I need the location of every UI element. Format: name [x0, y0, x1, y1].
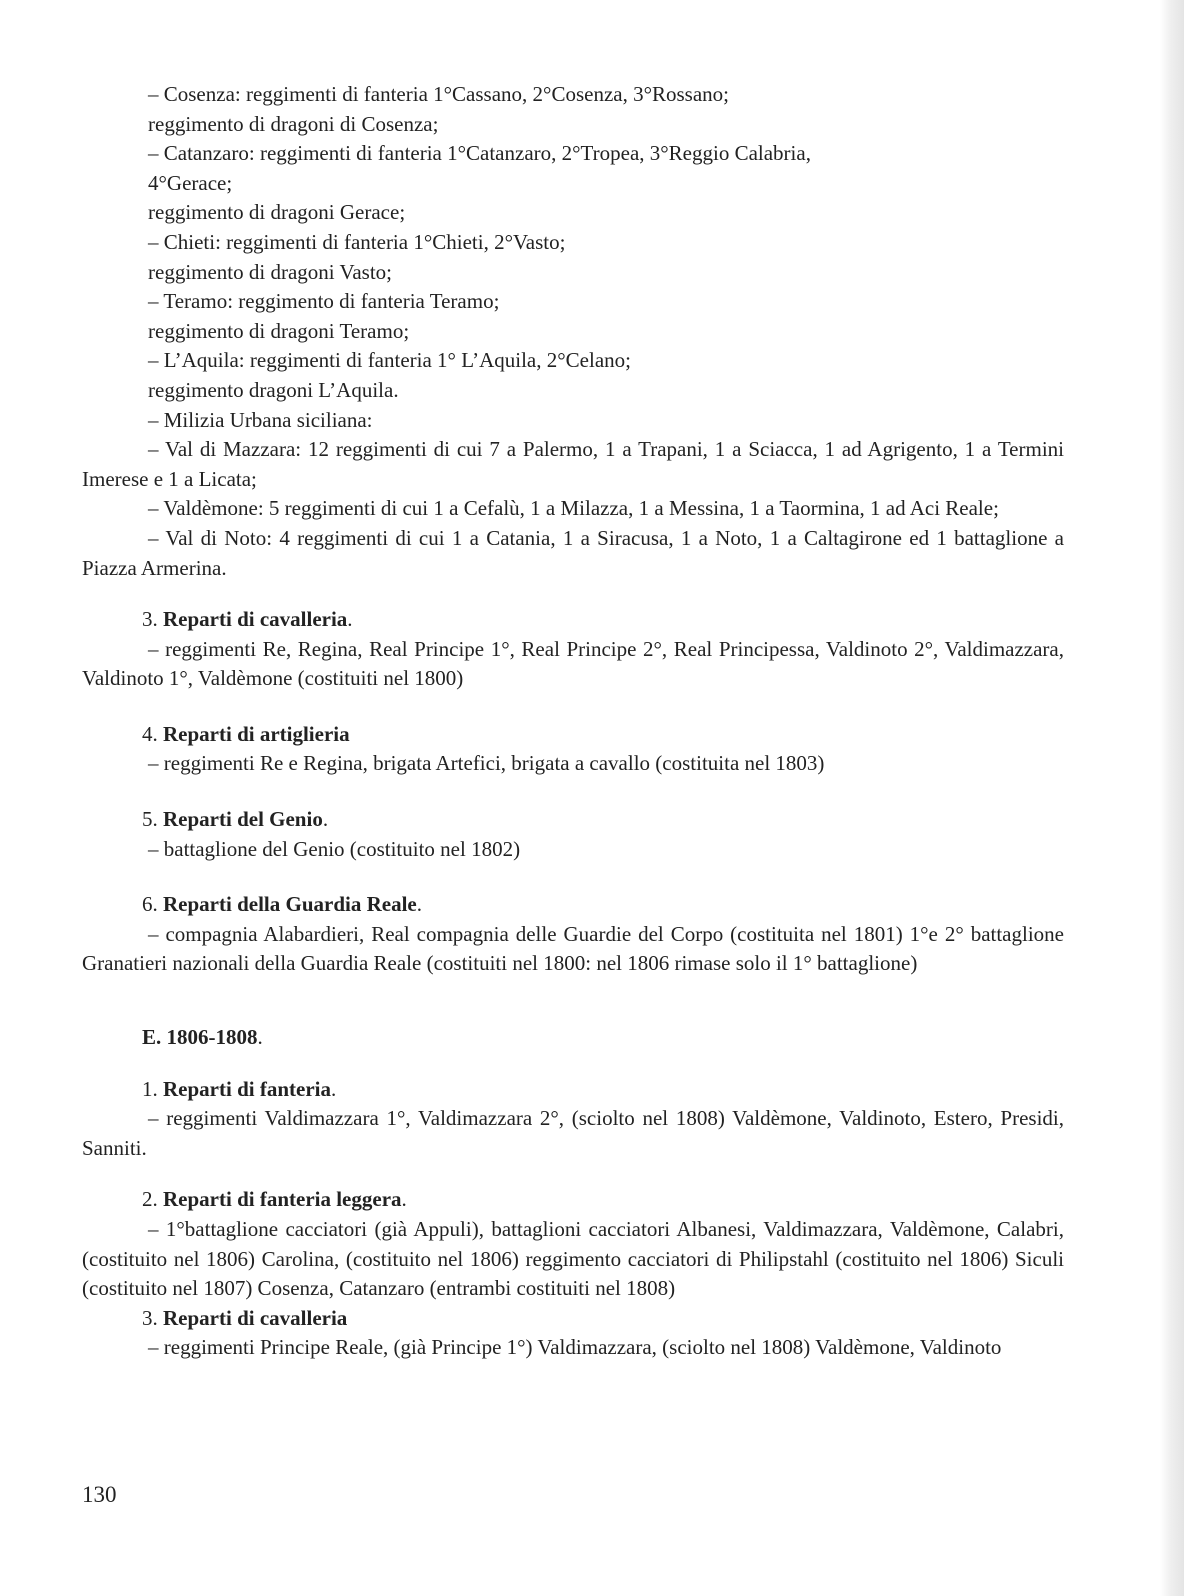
section-number: 5. — [142, 807, 163, 832]
section-number: 3. — [142, 1305, 163, 1330]
section-number: 4. — [142, 721, 163, 746]
section-number: 2. — [142, 1187, 163, 1212]
section-title: Reparti di fanteria — [163, 1076, 331, 1101]
section-title: Reparti della Guardia Reale — [163, 892, 417, 917]
section-body: – reggimenti Valdimazzara 1°, Valdimazzara 2°, (sciolto nel 1808) Valdèmone, Valdinoto, Estero, Presidi, Sanniti. — [82, 1106, 1064, 1160]
section-heading — [82, 1075, 1064, 1105]
section-heading — [82, 1185, 1064, 1215]
section-body: – reggimenti Re e Regina, brigata Artefici, brigata a cavallo (costituita nel 1803) — [148, 751, 825, 776]
section-heading — [82, 605, 1064, 635]
section-title: Reparti di cavalleria — [163, 607, 348, 632]
section-number: 1. — [142, 1076, 163, 1101]
period-title: 1806-1808 — [166, 1025, 258, 1050]
section-heading — [82, 805, 1064, 835]
sicily-paragraph: – Valdèmone: 5 reggimenti di cui 1 a Cefalù, 1 a Milazza, 1 a Messina, 1 a Taormina, 1 ad Aci Reale; — [148, 496, 999, 521]
section-heading — [82, 1304, 1064, 1334]
page-number: 130 — [82, 1482, 117, 1507]
text-line: – L’Aquila: reggimenti di fanteria 1° L’Aquila, 2°Celano; — [148, 348, 631, 373]
text-line: reggimento di dragoni Teramo; — [148, 318, 410, 343]
section-period: . — [401, 1187, 407, 1212]
section-body: – reggimenti Principe Reale, (già Principe 1°) Valdimazzara, (sciolto nel 1808) Valdèmone, Valdinoto — [148, 1335, 1002, 1360]
sicily-paragraph: – Val di Noto: 4 reggimenti di cui 1 a Catania, 1 a Siracusa, 1 a Noto, 1 a Caltagirone ed 1 battaglione a Piazza Armerina. — [82, 525, 1064, 580]
section-body: – compagnia Alabardieri, Real compagnia delle Guardie del Corpo (costituita nel 1801) 1°e 2° battaglione Granatieri nazionali della Guardia Reale (costituiti nel 1800: nel 1806 rimase solo il 1° battaglione) — [82, 921, 1064, 976]
section-period: . — [347, 607, 353, 632]
page-edge-shadow — [1160, 0, 1184, 1596]
period-heading — [82, 1023, 1064, 1053]
section-period: . — [322, 807, 329, 832]
text-line: reggimento di dragoni Vasto; — [148, 259, 392, 284]
section-title: Reparti di fanteria leggera — [163, 1187, 402, 1212]
section-body: – 1°battaglione cacciatori (già Appuli), battaglioni cacciatori Albanesi, Valdimazzara, Valdèmone, Calabri, (costituito nel 1806) Carolina, (costituito nel 1806) reggimento cacciatori di Philipstahl (costituito nel 1806) Siculi (costituito nel 1807) Cosenza, Catanzaro (entrambi costituiti nel 1808) — [82, 1217, 1064, 1301]
section-title: Reparti del Genio — [163, 807, 323, 832]
section-number: 3. — [142, 607, 163, 632]
text-line: – Cosenza: reggimenti di fanteria 1°Cassano, 2°Cosenza, 3°Rossano; — [148, 82, 729, 106]
section-heading — [82, 890, 1064, 920]
sicily-paragraph: – Val di Mazzara: 12 reggimenti di cui 7 a Palermo, 1 a Trapani, 1 a Sciacca, 1 ad Agrigento, 1 a Termini Imerese e 1 a Licata; — [82, 437, 1064, 491]
section-period: . — [416, 892, 422, 917]
section-body: – battaglione del Genio (costituito nel 1802) — [148, 836, 521, 861]
section-number: 6. — [142, 892, 163, 917]
document-page — [82, 80, 1064, 1363]
text-line: – Catanzaro: reggimenti di fanteria 1°Catanzaro, 2°Tropea, 3°Reggio Calabria, — [148, 141, 811, 166]
section-title: Reparti di artiglieria — [163, 721, 350, 746]
text-line: 4°Gerace; — [148, 170, 233, 195]
section-title: Reparti di cavalleria — [163, 1305, 348, 1330]
text-line: reggimento di dragoni Gerace; — [148, 200, 406, 225]
text-line: – Teramo: reggimento di fanteria Teramo; — [148, 289, 500, 314]
period-letter: E. — [142, 1025, 167, 1050]
text-line: reggimento dragoni L’Aquila. — [148, 377, 399, 402]
text-line: reggimento di dragoni di Cosenza; — [148, 111, 439, 136]
section-heading — [82, 720, 1064, 750]
section-period: . — [330, 1076, 337, 1101]
text-line: – Chieti: reggimenti di fanteria 1°Chieti, 2°Vasto; — [148, 229, 566, 254]
section-period: . — [257, 1025, 263, 1050]
text-line: – Milizia Urbana siciliana: — [148, 407, 373, 432]
section-body: – reggimenti Re, Regina, Real Principe 1°, Real Principe 2°, Real Principessa, Valdinoto 2°, Valdimazzara, Valdinoto 1°, Valdèmone (costituiti nel 1800) — [82, 636, 1064, 691]
